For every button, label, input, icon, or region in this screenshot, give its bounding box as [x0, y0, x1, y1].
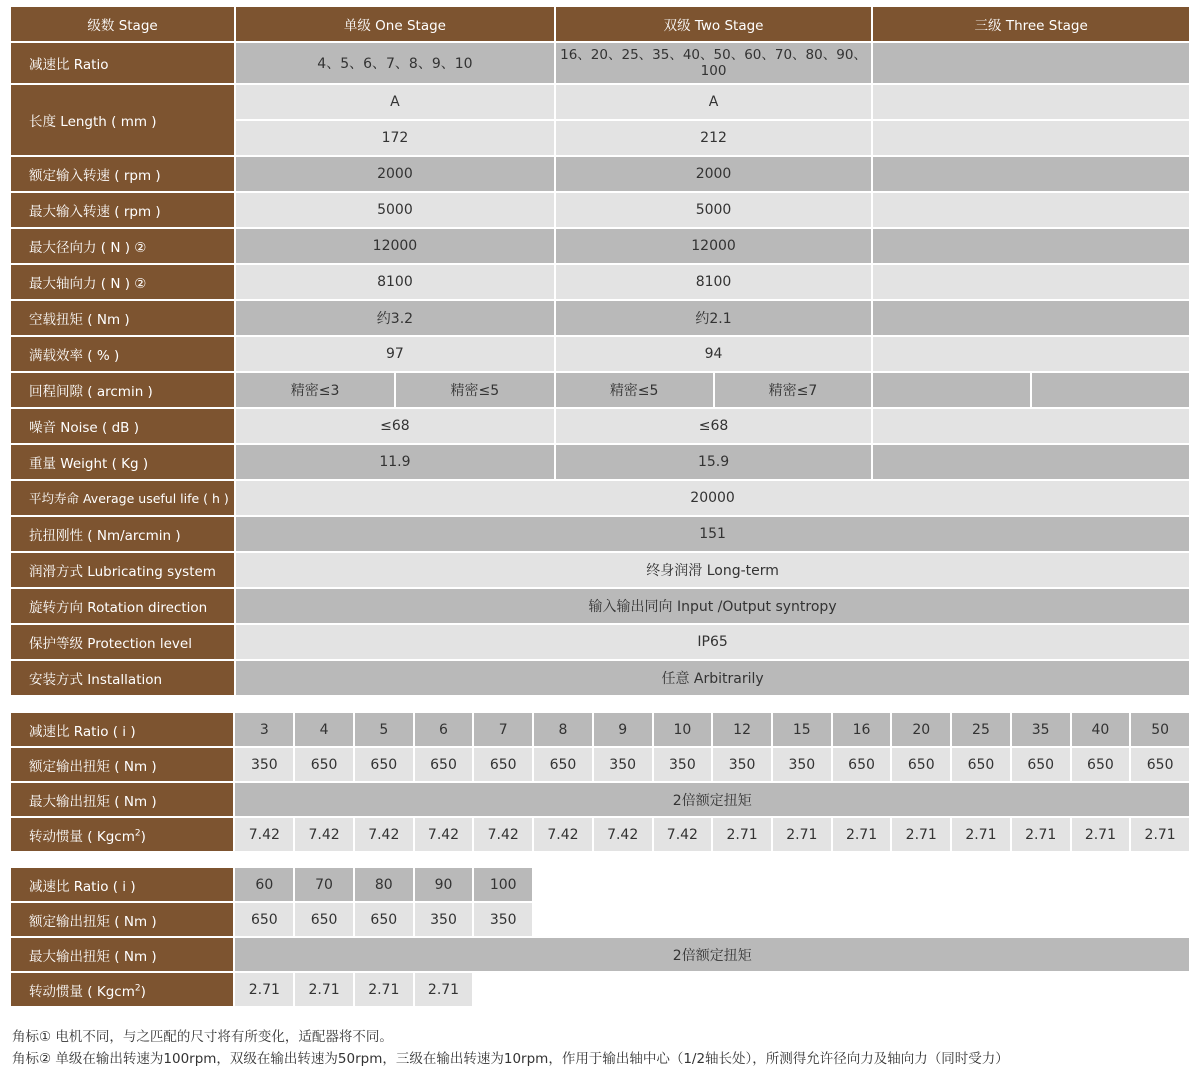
cell: 650 [534, 748, 592, 781]
row-label: 空载扭矩 ( Nm ) [11, 301, 234, 335]
cell-empty [952, 973, 1010, 1006]
cell: 2.71 [235, 973, 293, 1006]
cell: 10 [654, 713, 712, 746]
cell-empty [873, 157, 1189, 191]
row-label: 最大轴向力 ( N ) ② [11, 265, 234, 299]
cell-empty [713, 903, 771, 936]
row-label: 额定输入转速 ( rpm ) [11, 157, 234, 191]
cell: A [236, 85, 554, 119]
cell: 2.71 [415, 973, 473, 1006]
cell-empty [873, 43, 1189, 83]
cell: 650 [355, 903, 413, 936]
cell: 5000 [556, 193, 872, 227]
cell: 80 [355, 868, 413, 901]
cell: 2.71 [773, 818, 831, 851]
cell: 70 [295, 868, 353, 901]
inertia-label-close: ) [140, 983, 146, 1000]
cell: 5000 [236, 193, 554, 227]
cell: 650 [952, 748, 1010, 781]
table-row [11, 193, 1189, 227]
cell-empty [1131, 903, 1189, 936]
cell: 212 [556, 121, 872, 155]
cell: 9 [594, 713, 652, 746]
cell-empty [654, 903, 712, 936]
row-label: 平均寿命 Average useful life ( h ) [11, 481, 234, 515]
cell-empty [873, 85, 1189, 119]
cell: 2.71 [952, 818, 1010, 851]
cell-empty [1131, 973, 1189, 1006]
cell-empty [654, 973, 712, 1006]
row-label: 额定输出扭矩 ( Nm ) [11, 748, 233, 781]
cell-empty [1032, 373, 1189, 407]
row-label: 回程间隙 ( arcmin ) [11, 373, 234, 407]
cell-empty [833, 973, 891, 1006]
cell: 172 [236, 121, 554, 155]
cell: 3 [235, 713, 293, 746]
superscript: 2 [134, 983, 141, 993]
footnotes [12, 1026, 1009, 1070]
cell-empty [534, 973, 592, 1006]
table-row [11, 517, 1189, 551]
table-row [11, 783, 1189, 816]
cell-empty [474, 973, 532, 1006]
table-row [11, 661, 1189, 695]
cell: 650 [415, 748, 473, 781]
cell-empty [873, 193, 1189, 227]
cell: 精密≤5 [396, 373, 554, 407]
cell: 15 [773, 713, 831, 746]
cell: 650 [355, 748, 413, 781]
row-label: 安装方式 Installation [11, 661, 234, 695]
cell-empty [892, 973, 950, 1006]
cell-empty [1012, 868, 1070, 901]
cell-empty [873, 373, 1030, 407]
cell: 7.42 [355, 818, 413, 851]
cell: 约3.2 [236, 301, 554, 335]
cell: 350 [415, 903, 473, 936]
stage-header: 级数 Stage [11, 7, 234, 41]
cell-empty [952, 903, 1010, 936]
cell: ≤68 [236, 409, 554, 443]
cell: 2000 [236, 157, 554, 191]
two-stage-header: 双级 Two Stage [556, 7, 872, 41]
cell: 7.42 [295, 818, 353, 851]
cell: 90 [415, 868, 473, 901]
cell: 输入输出同向 Input /Output syntropy [236, 589, 1189, 623]
one-stage-header: 单级 One Stage [236, 7, 554, 41]
cell: 7.42 [415, 818, 473, 851]
table-row [11, 229, 1189, 263]
table-row [11, 43, 1189, 83]
table-row [11, 265, 1189, 299]
row-label: 长度 Length ( mm ) [11, 85, 234, 155]
row-label: 噪音 Noise ( dB ) [11, 409, 234, 443]
cell: 15.9 [556, 445, 872, 479]
cell: 350 [773, 748, 831, 781]
cell: 6 [415, 713, 473, 746]
row-label: 额定输出扭矩 ( Nm ) [11, 903, 233, 936]
cell: 7.42 [235, 818, 293, 851]
cell-empty [534, 903, 592, 936]
cell: 350 [654, 748, 712, 781]
row-label: 减速比 Ratio ( i ) [11, 713, 233, 746]
cell-empty [534, 868, 592, 901]
cell: 7.42 [474, 818, 532, 851]
cell: 650 [892, 748, 950, 781]
cell: 94 [556, 337, 872, 371]
table-row [11, 973, 1189, 1006]
cell: 2.71 [1131, 818, 1189, 851]
cell-empty [873, 265, 1189, 299]
cell: 2.71 [1072, 818, 1130, 851]
cell: 4 [295, 713, 353, 746]
cell: 20000 [236, 481, 1189, 515]
cell-empty [1012, 903, 1070, 936]
cell: 2000 [556, 157, 872, 191]
table-row [11, 868, 1189, 901]
cell-empty [833, 868, 891, 901]
table-row [11, 337, 1189, 371]
cell: 350 [594, 748, 652, 781]
row-label: 满载效率 ( % ) [11, 337, 234, 371]
cell: 2倍额定扭矩 [235, 938, 1189, 971]
cell-empty [873, 409, 1189, 443]
cell-empty [773, 868, 831, 901]
cell-empty [1012, 973, 1070, 1006]
cell-empty [594, 868, 652, 901]
inertia-label-close: ) [140, 828, 146, 845]
cell-empty [892, 903, 950, 936]
cell: ≤68 [556, 409, 872, 443]
cell: 终身润滑 Long-term [236, 553, 1189, 587]
cell-empty [713, 868, 771, 901]
cell: 2.71 [713, 818, 771, 851]
row-label: 润滑方式 Lubricating system [11, 553, 234, 587]
cell: 7.42 [654, 818, 712, 851]
table-row [11, 713, 1189, 746]
inertia-label: 转动惯量 ( Kgcm [29, 983, 135, 1000]
row-label: 最大输入转速 ( rpm ) [11, 193, 234, 227]
cell: 12000 [236, 229, 554, 263]
row-label [11, 973, 233, 1006]
cell-empty [773, 973, 831, 1006]
row-label [11, 818, 233, 851]
cell: 25 [952, 713, 1010, 746]
table-row [11, 409, 1189, 443]
table-row [11, 301, 1189, 335]
cell: 12 [713, 713, 771, 746]
cell-empty [873, 301, 1189, 335]
cell: 350 [474, 903, 532, 936]
cell: 5 [355, 713, 413, 746]
cell: 8100 [556, 265, 872, 299]
superscript: 2 [134, 828, 141, 838]
table-row [11, 625, 1189, 659]
cell: 12000 [556, 229, 872, 263]
cell: 7.42 [534, 818, 592, 851]
cell-empty [873, 445, 1189, 479]
cell: 8 [534, 713, 592, 746]
table-row [11, 938, 1189, 971]
row-label: 减速比 Ratio ( i ) [11, 868, 233, 901]
cell: 约2.1 [556, 301, 872, 335]
cell: 60 [235, 868, 293, 901]
cell: 650 [1072, 748, 1130, 781]
footnote-1: 角标① 电机不同，与之匹配的尺寸将有所变化，适配器将不同。 [12, 1029, 393, 1045]
cell-empty [594, 973, 652, 1006]
cell: 40 [1072, 713, 1130, 746]
cell: 35 [1012, 713, 1070, 746]
cell-empty [873, 121, 1189, 155]
cell: 任意 Arbitrarily [236, 661, 1189, 695]
table-row [11, 481, 1189, 515]
cell: 2.71 [833, 818, 891, 851]
row-label: 重量 Weight ( Kg ) [11, 445, 234, 479]
cell: 151 [236, 517, 1189, 551]
table-row [11, 7, 1189, 41]
cell: 7.42 [594, 818, 652, 851]
cell: 650 [1012, 748, 1070, 781]
cell: 20 [892, 713, 950, 746]
table-row [11, 818, 1189, 851]
inertia-label: 转动惯量 ( Kgcm [29, 828, 135, 845]
ratio-table-b [9, 866, 1191, 1008]
cell-empty [1131, 868, 1189, 901]
cell: 650 [474, 748, 532, 781]
row-label: 保护等级 Protection level [11, 625, 234, 659]
cell: 2.71 [355, 973, 413, 1006]
cell: 2倍额定扭矩 [235, 783, 1189, 816]
table-row [11, 373, 1189, 407]
cell-empty [833, 903, 891, 936]
cell: 精密≤3 [236, 373, 394, 407]
cell: 精密≤7 [715, 373, 872, 407]
cell: 650 [295, 903, 353, 936]
cell-empty [713, 973, 771, 1006]
cell: 650 [235, 903, 293, 936]
spec-table [9, 5, 1191, 697]
cell: A [556, 85, 872, 119]
row-label: 最大输出扭矩 ( Nm ) [11, 783, 233, 816]
table-row [11, 589, 1189, 623]
cell-empty [773, 903, 831, 936]
row-label: 最大输出扭矩 ( Nm ) [11, 938, 233, 971]
cell: 11.9 [236, 445, 554, 479]
cell: 100 [474, 868, 532, 901]
cell-empty [594, 903, 652, 936]
cell: 350 [235, 748, 293, 781]
table-row [11, 85, 1189, 119]
cell: 650 [833, 748, 891, 781]
cell: 650 [1131, 748, 1189, 781]
three-stage-header: 三级 Three Stage [873, 7, 1189, 41]
cell: 16 [833, 713, 891, 746]
cell: 2.71 [1012, 818, 1070, 851]
cell-empty [873, 337, 1189, 371]
cell-empty [1072, 868, 1130, 901]
row-label: 最大径向力 ( N ) ② [11, 229, 234, 263]
ratio-table-a [9, 711, 1191, 853]
cell-empty [1072, 903, 1130, 936]
table-row [11, 157, 1189, 191]
cell: 2.71 [295, 973, 353, 1006]
cell: 350 [713, 748, 771, 781]
table-row [11, 445, 1189, 479]
cell: IP65 [236, 625, 1189, 659]
cell: 4、5、6、7、8、9、10 [236, 43, 554, 83]
cell-empty [1072, 973, 1130, 1006]
footnote-2: 角标② 单级在输出转速为100rpm，双级在输出转速为50rpm，三级在输出转速为10rpm，作用于输出轴中心（1/2轴长处），所测得允许径向力及轴向力（同时受力） [12, 1051, 1009, 1067]
cell: 50 [1131, 713, 1189, 746]
cell: 2.71 [892, 818, 950, 851]
cell: 精密≤5 [556, 373, 713, 407]
table-row [11, 553, 1189, 587]
cell-empty [873, 229, 1189, 263]
table-row [11, 748, 1189, 781]
cell-empty [952, 868, 1010, 901]
cell: 16、20、25、35、40、50、60、70、80、90、100 [556, 43, 872, 83]
cell: 7 [474, 713, 532, 746]
row-label: 旋转方向 Rotation direction [11, 589, 234, 623]
cell-empty [654, 868, 712, 901]
row-label: 减速比 Ratio [11, 43, 234, 83]
cell-empty [892, 868, 950, 901]
cell: 97 [236, 337, 554, 371]
row-label: 抗扭刚性 ( Nm/arcmin ) [11, 517, 234, 551]
cell: 8100 [236, 265, 554, 299]
cell: 650 [295, 748, 353, 781]
table-row [11, 903, 1189, 936]
